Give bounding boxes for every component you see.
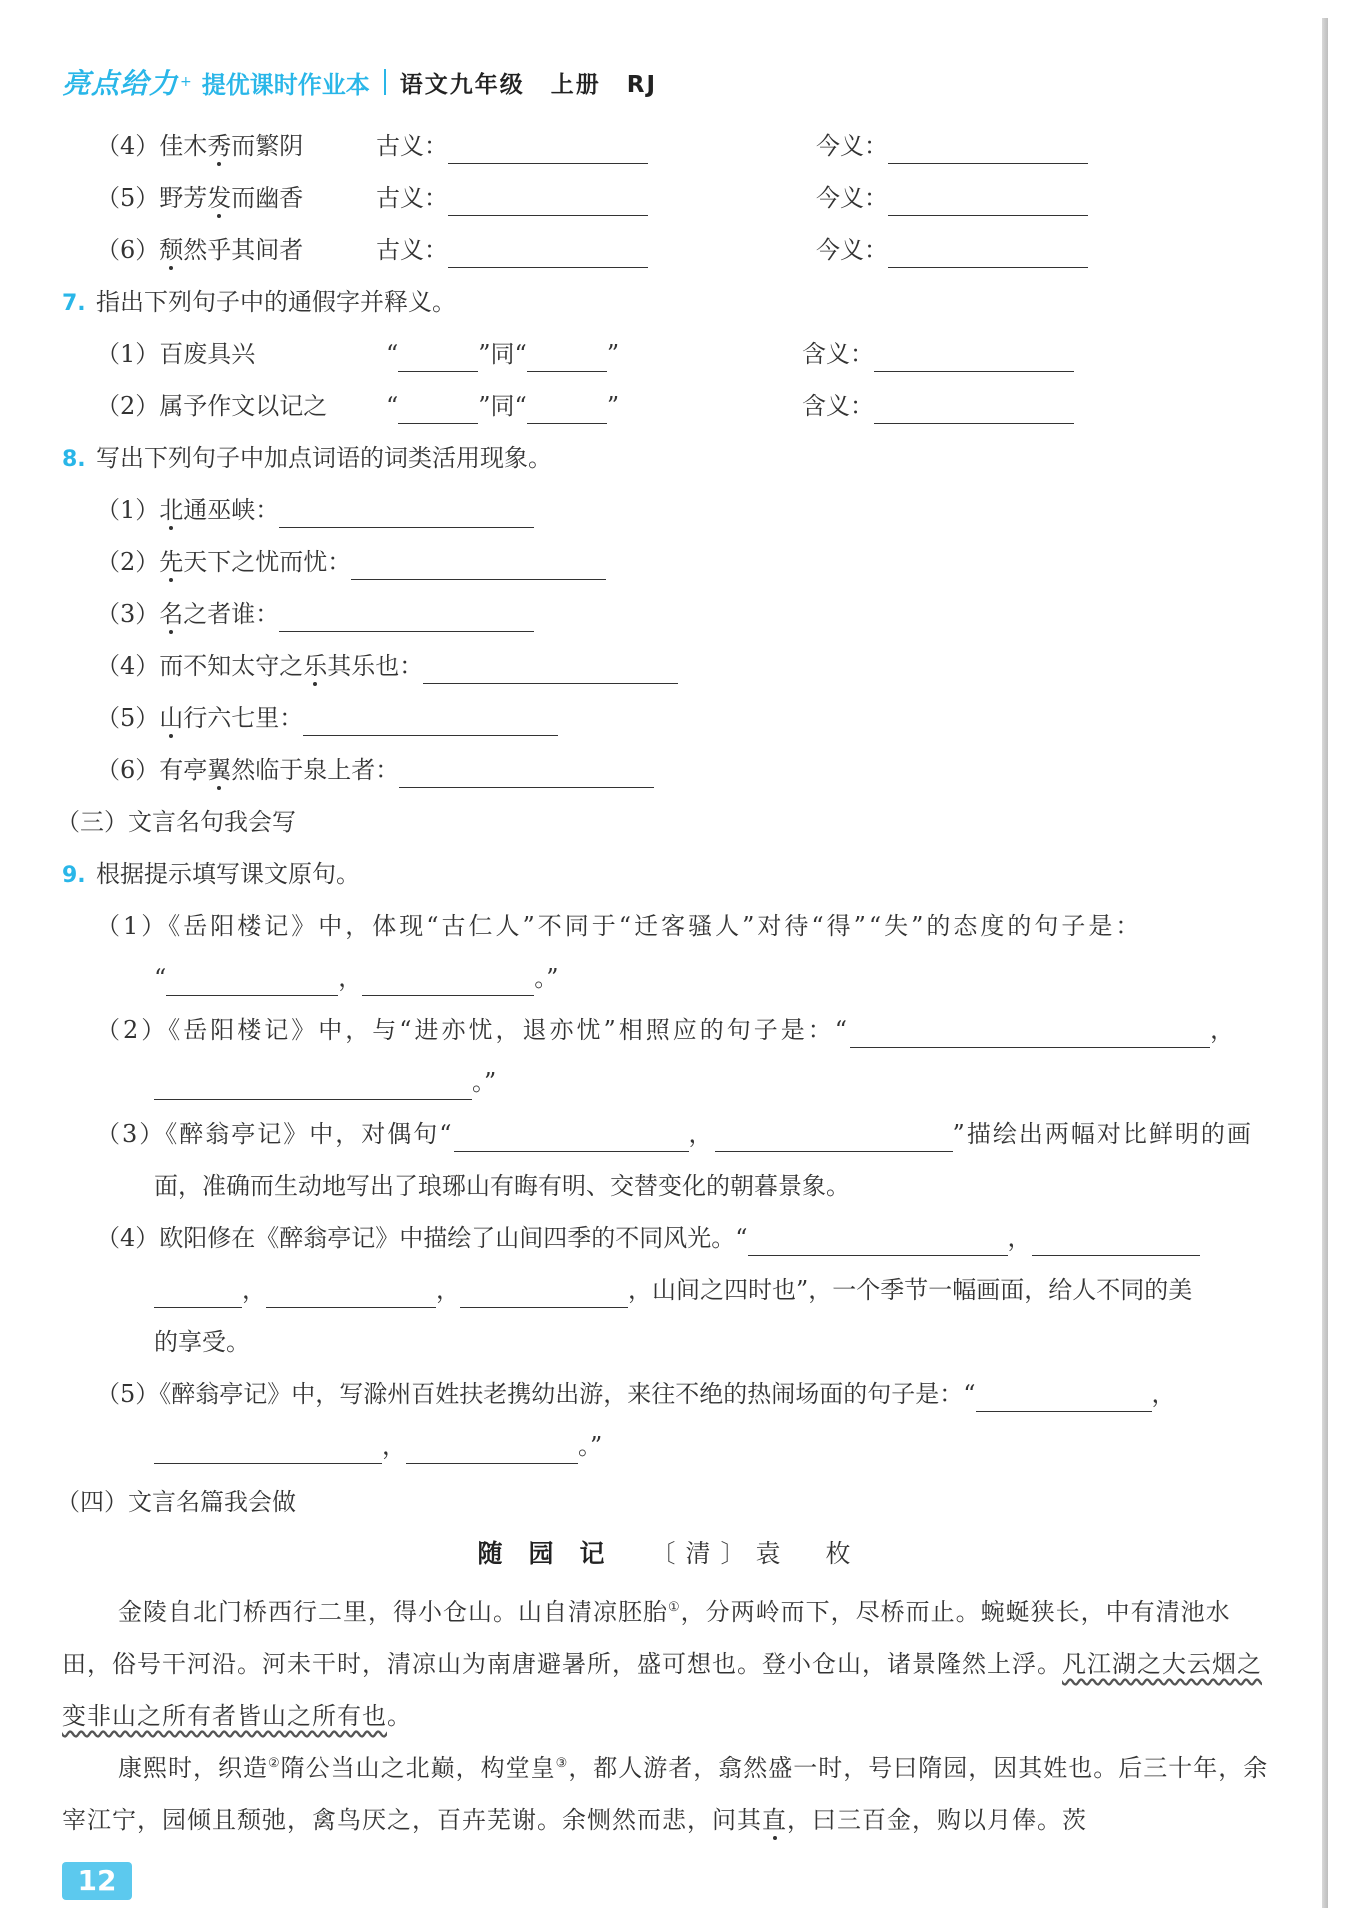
- edition: RJ: [626, 71, 658, 98]
- benzi-blank[interactable]: [527, 345, 607, 372]
- subject-grade: 语文九年级: [399, 71, 525, 98]
- text: ，都人游者，翕然盛一时，号曰隋园，因其姓也。后三十年，余宰江宁，园倾且颓弛，禽鸟厌之，百卉芜谢。余恻然而悲，问其: [62, 1754, 1269, 1834]
- question-number: 7.: [62, 291, 86, 316]
- title-text: 随园记: [477, 1539, 631, 1568]
- passage-title: [62, 1536, 1276, 1572]
- answer-blank[interactable]: [166, 969, 338, 996]
- gu-blank[interactable]: [448, 241, 648, 268]
- series-title: 提优课时作业本: [201, 70, 370, 99]
- answer-blank[interactable]: [362, 969, 534, 996]
- sentence: 佳木秀而繁阴: [159, 132, 304, 160]
- q9-prompt: [62, 856, 360, 894]
- dotted-word: 直: [762, 1806, 787, 1834]
- section-4-heading: （四）文言名篇我会做: [56, 1488, 296, 1516]
- item-number: （6）: [96, 236, 160, 264]
- sentence: 野芳发而幽香: [159, 184, 304, 212]
- q8-item-3: [96, 596, 534, 632]
- volume: 上册: [550, 71, 601, 98]
- q9-item-1-line2: [154, 960, 559, 996]
- q9-item-3-line1: [96, 1116, 1253, 1152]
- author-text: 〔清〕袁 枚: [650, 1539, 861, 1568]
- question-number: 8.: [62, 447, 86, 472]
- text: ，分两岭而下，尽桥而止。蜿蜒狭长，中有清池水田，俗号干河沿。河未干时，清凉山为南唐避暑所，盛可想也。登小仓山，诸景隆然上浮。: [62, 1598, 1231, 1678]
- question-text: 写出下列句子中加点词语的词类活用现象。: [96, 444, 552, 472]
- punct: ，: [1151, 1380, 1176, 1408]
- gu-blank[interactable]: [448, 189, 648, 216]
- item-number: （4）: [96, 652, 160, 680]
- item-text: 先天下之忧而忧：: [159, 548, 352, 576]
- item-number: （1）: [96, 340, 160, 368]
- q9-item-3-line2: 面，准确而生动地写出了琅琊山有晦有明、交替变化的朝暮景象。: [154, 1172, 850, 1200]
- punct: ，: [338, 964, 363, 992]
- answer-blank[interactable]: [423, 657, 678, 684]
- q9-item-5-line1: [96, 1376, 1176, 1412]
- item-number: （3）: [96, 600, 160, 628]
- tong-label: ”同“: [478, 340, 527, 368]
- answer-blank[interactable]: [976, 1385, 1152, 1412]
- footnote-mark: ①: [668, 1600, 681, 1615]
- item-number: （2）: [96, 392, 160, 420]
- answer-blank[interactable]: [1032, 1229, 1200, 1256]
- item-text: 山行六七里：: [159, 704, 304, 732]
- item-text: （4）欧阳修在《醉翁亭记》中描绘了山间四季的不同风光。“: [96, 1224, 748, 1252]
- punct: 。”: [472, 1068, 497, 1096]
- q8-item-5: [96, 700, 558, 736]
- punct: ，: [688, 1120, 715, 1148]
- gu-label: 古义：: [376, 236, 448, 264]
- text: 。: [387, 1702, 412, 1730]
- q9-item-1-line1: （1）《岳阳楼记》中，体现“古仁人”不同于“迁客骚人”对待“得”“失”的态度的句子是：: [96, 912, 1143, 940]
- footnote-mark: ③: [555, 1756, 569, 1771]
- text: 隋公当山之北巅，构堂皇: [280, 1754, 556, 1782]
- answer-blank[interactable]: [303, 709, 558, 736]
- item-text: 有亭翼然临于泉上者：: [159, 756, 400, 784]
- jin-blank[interactable]: [888, 241, 1088, 268]
- answer-blank[interactable]: [279, 605, 534, 632]
- answer-blank[interactable]: [154, 1281, 242, 1308]
- q8-item-1: [96, 492, 534, 528]
- passage-paragraph-1: [62, 1582, 1276, 1742]
- punct: ，: [382, 1432, 406, 1460]
- q9-item-4-line3: 的享受。: [154, 1328, 250, 1356]
- tongjia-blank[interactable]: [398, 397, 478, 424]
- text: ，曰三百金，购以月俸。茨: [787, 1806, 1087, 1834]
- item-number: （2）: [96, 548, 160, 576]
- q9-item-4-line2: [154, 1272, 1192, 1308]
- brand-logo: 亮点给力: [62, 67, 179, 100]
- item-text: （5）《醉翁亭记》中，写滁州百姓扶老携幼出游，来往不绝的热闹场面的句子是：“: [96, 1380, 976, 1408]
- brand-plus-mark: +: [180, 74, 192, 90]
- sentence: 属予作文以记之: [159, 392, 328, 420]
- question-number: 9.: [62, 863, 86, 888]
- question-text: 根据提示填写课文原句。: [96, 860, 360, 888]
- tongjia-blank[interactable]: [398, 345, 478, 372]
- q9-item-5-line2: [154, 1428, 602, 1464]
- jin-blank[interactable]: [888, 189, 1088, 216]
- q6-item-6: [96, 232, 888, 268]
- punct: ，: [1007, 1224, 1032, 1252]
- item-number: （6）: [96, 756, 160, 784]
- passage-paragraph-2: [62, 1738, 1276, 1846]
- answer-blank[interactable]: [154, 1437, 382, 1464]
- answer-blank[interactable]: [351, 553, 606, 580]
- q6-item-5: [96, 180, 888, 216]
- item-text: （2）《岳阳楼记》中，与“进亦忧，退亦忧”相照应的句子是：“: [96, 1016, 851, 1044]
- page-edge-shadow: [1322, 18, 1328, 1908]
- footnote-mark: ②: [268, 1756, 281, 1771]
- q8-item-4: [96, 648, 678, 684]
- item-text: ”描绘出两幅对比鲜明的画: [952, 1120, 1253, 1148]
- punct: ，: [436, 1276, 460, 1304]
- gu-label: 古义：: [376, 184, 448, 212]
- page-number: 12: [62, 1862, 132, 1900]
- header-divider: [384, 69, 386, 95]
- wavy-underlined-sentence: 凡江湖之大云烟之变非山之所有者皆山之所有也: [62, 1650, 1262, 1730]
- q8-prompt: [62, 440, 552, 478]
- item-text: 北通巫峡：: [159, 496, 280, 524]
- answer-blank[interactable]: [266, 1281, 436, 1308]
- gu-blank[interactable]: [448, 137, 648, 164]
- item-number: （5）: [96, 704, 160, 732]
- book-info: [400, 66, 683, 99]
- jin-blank[interactable]: [888, 137, 1088, 164]
- text: 康熙时，织造: [118, 1754, 268, 1782]
- question-text: 指出下列句子中的通假字并释义。: [96, 288, 456, 316]
- quote: “: [386, 392, 399, 420]
- q6-item-4: [96, 128, 888, 164]
- punct: 。”: [578, 1432, 603, 1460]
- q7-prompt: [62, 284, 456, 322]
- item-number: （5）: [96, 184, 160, 212]
- meaning-blank[interactable]: [874, 345, 1074, 372]
- q8-item-2: [96, 544, 606, 580]
- meaning-blank[interactable]: [874, 397, 1074, 424]
- item-text: 名之者谁：: [159, 600, 280, 628]
- answer-blank[interactable]: [748, 1229, 1008, 1256]
- sentence: 颓然乎其间者: [159, 236, 304, 264]
- jin-label: 今义：: [816, 132, 888, 160]
- quote: ”: [606, 340, 620, 368]
- tong-label: ”同“: [478, 392, 527, 420]
- quote: ”: [606, 392, 620, 420]
- answer-blank[interactable]: [460, 1281, 628, 1308]
- jin-label: 今义：: [816, 184, 888, 212]
- item-number: （4）: [96, 132, 160, 160]
- answer-blank[interactable]: [715, 1125, 953, 1152]
- answer-blank[interactable]: [454, 1125, 689, 1152]
- answer-blank[interactable]: [406, 1437, 578, 1464]
- punct: 。”: [534, 964, 559, 992]
- jin-label: 今义：: [816, 236, 888, 264]
- answer-blank[interactable]: [154, 1073, 472, 1100]
- item-text: （3）《醉翁亭记》中，对偶句“: [96, 1120, 454, 1148]
- sentence: 百废具兴: [159, 340, 256, 368]
- q7-item-2: [96, 388, 874, 424]
- q9-item-2-line2: [154, 1064, 496, 1100]
- item-number: （1）: [96, 496, 160, 524]
- answer-blank[interactable]: [279, 501, 534, 528]
- meaning-label: 含义：: [802, 392, 874, 420]
- quote: “: [386, 340, 399, 368]
- answer-blank[interactable]: [850, 1021, 1210, 1048]
- gu-label: 古义：: [376, 132, 448, 160]
- q9-item-2-line1: [96, 1012, 1237, 1048]
- meaning-label: 含义：: [802, 340, 874, 368]
- punct: ，: [242, 1276, 266, 1304]
- q8-item-6: [96, 752, 654, 788]
- q9-item-4-line1: [96, 1220, 1200, 1256]
- text: 金陵自北门桥西行二里，得小仓山。山自清凉胚胎: [118, 1598, 668, 1626]
- punct: ，: [1210, 1016, 1238, 1044]
- item-text: ，山间之四时也”，一个季节一幅画面，给人不同的美: [628, 1276, 1193, 1304]
- answer-blank[interactable]: [399, 761, 654, 788]
- section-3-heading: （三）文言名句我会写: [56, 808, 296, 836]
- q7-item-1: [96, 336, 874, 372]
- quote: “: [154, 964, 167, 992]
- page-header: [62, 62, 683, 102]
- item-text: 而不知太守之乐其乐也：: [159, 652, 424, 680]
- benzi-blank[interactable]: [527, 397, 607, 424]
